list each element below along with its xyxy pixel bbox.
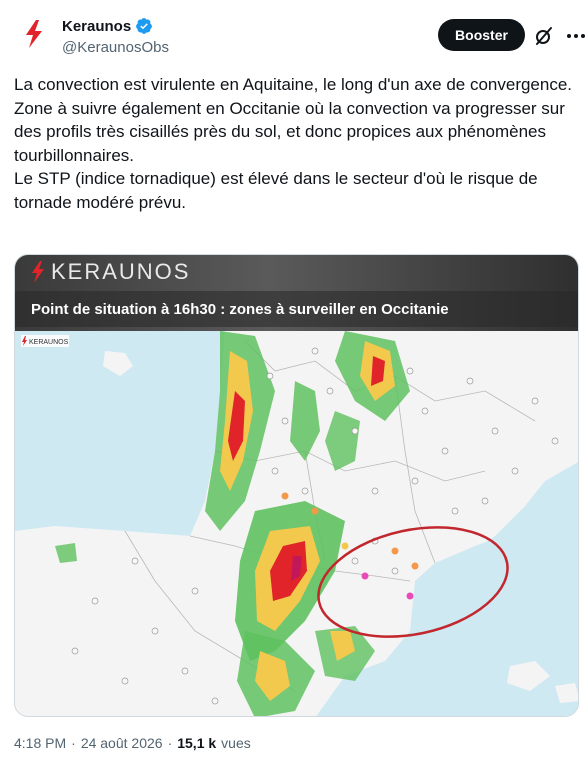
media-brand	[31, 259, 190, 285]
tweet-date[interactable]: 24 août 2026	[80, 735, 163, 751]
tweet-paragraph: La convection est virulente en Aquitaine, le long d'un axe de convergence.	[14, 75, 573, 94]
tweet-media[interactable]	[14, 254, 579, 717]
follow-button[interactable]: Booster	[438, 19, 525, 51]
author-block[interactable]	[62, 16, 169, 56]
tweet-text	[14, 73, 576, 214]
author-handle[interactable]: @KeraunosObs	[62, 39, 169, 56]
author-name-row[interactable]	[62, 16, 169, 36]
tweet-paragraph: Zone à suivre également en Occitanie où la convection va progresser sur des profils très cisaillés près du sol, et donc propices aux phénomènes tourbillonnaires.	[14, 98, 565, 165]
grok-icon	[532, 24, 556, 48]
views-label: vues	[221, 735, 251, 751]
author-display-name[interactable]: Keraunos	[62, 17, 132, 35]
more-icon	[566, 33, 586, 39]
media-title: Point de situation à 16h30 : zones à surveiller en Occitanie	[15, 291, 579, 327]
weather-map	[15, 331, 579, 717]
tweet-time[interactable]: 4:18 PM	[14, 735, 67, 751]
media-brand-text: KERAUNOS	[51, 259, 191, 284]
tweet-paragraph: Le STP (indice tornadique) est élevé dans le secteur d'où le risque de tornade modéré prévu.	[14, 169, 538, 212]
avatar[interactable]	[14, 14, 54, 54]
footer-separator: ·	[167, 735, 173, 751]
more-button[interactable]	[564, 24, 588, 48]
map-brand	[21, 335, 69, 347]
footer-separator: ·	[71, 735, 76, 751]
tweet-header	[14, 14, 574, 62]
lightning-logo-icon	[23, 20, 45, 48]
media-banner	[15, 255, 579, 331]
map-brand-text: KERAUNOS	[29, 339, 69, 346]
views-count[interactable]: 15,1 k	[177, 735, 217, 751]
tweet-footer	[14, 735, 251, 751]
lightning-logo-icon	[31, 261, 45, 283]
grok-button[interactable]	[532, 24, 556, 48]
verified-badge-icon	[135, 17, 153, 35]
